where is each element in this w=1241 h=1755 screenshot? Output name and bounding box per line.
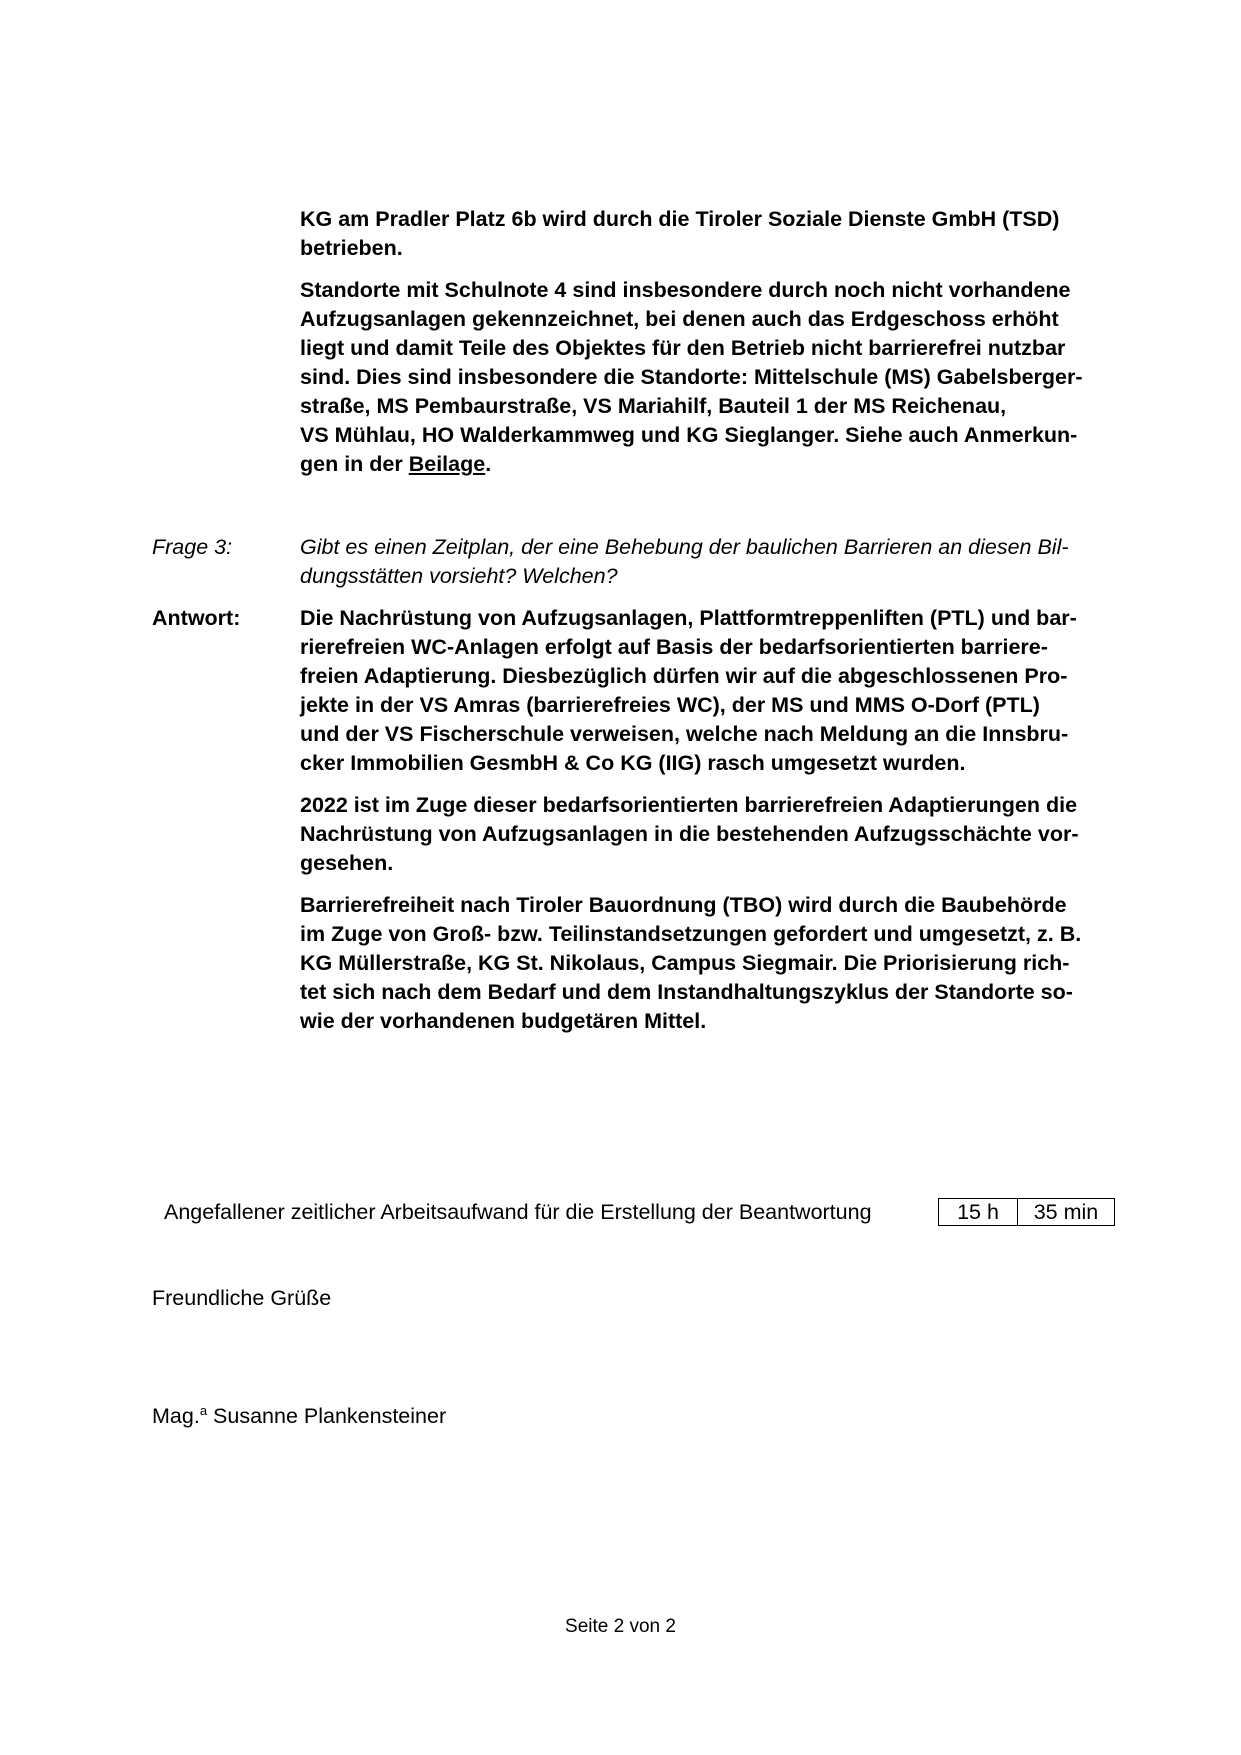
title-prefix: Mag. xyxy=(152,1404,200,1428)
closing-greeting: Freundliche Grüße xyxy=(152,1286,332,1310)
effort-label: Angefallener zeitlicher Arbeitsaufwand für die Erstellung der Beantwortung xyxy=(164,1200,872,1224)
question-label: Frage 3: xyxy=(152,535,233,559)
intro-section xyxy=(300,205,1140,479)
person-name: Susanne Plankensteiner xyxy=(213,1404,447,1428)
effort-hours: 15 h xyxy=(939,1199,1018,1225)
answer-section xyxy=(300,604,1140,1036)
intro-paragraph-1: KG am Pradler Platz 6b wird durch die Tiroler Soziale Dienste GmbH (TSD) betrieben. xyxy=(300,207,1060,260)
answer-label: Antwort: xyxy=(152,606,241,630)
title-superscript: a xyxy=(199,1403,208,1418)
page-number: Seite 2 von 2 xyxy=(565,1616,676,1637)
question-paragraph: Gibt es einen Zeitplan, der eine Behebung der baulichen Barrieren an diesen Bil- dungsstätten vorsieht? Welchen? xyxy=(300,535,1069,588)
answer-paragraph-1: Die Nachrüstung von Aufzugsanlagen, Plattformtreppenliften (PTL) und bar- rierefreien WC-Anlagen erfolgt auf Basis der bedarfsorientierten barriere- freien Adaptierung. Diesbezüglich dürfen wir auf die abgeschlossenen Pro- jekte in der VS Amras (barrierefreies WC), der MS und MMS O-Dorf (PTL) und der VS Fischerschule verweisen, welche nach Meldung an die Innsbru- cker Immobilien GesmbH & Co KG (IIG) rasch umgesetzt wurden. xyxy=(300,606,1077,775)
beilage-link[interactable]: Beilage xyxy=(408,452,486,476)
signature-name xyxy=(152,1396,446,1431)
intro-paragraph-2-end: . xyxy=(485,452,492,476)
intro-paragraph-2-text: Standorte mit Schulnote 4 sind insbesondere durch noch nicht vorhandene Aufzugsanlagen gekennzeichnet, bei denen auch das Erdgeschoss erhöht liegt und damit Teile des Objektes für den Betrieb nicht barrierefrei nutzbar sind. Dies sind insbesondere die Standorte: Mittelschule (MS) Gabelsberger- straße, MS Pembaurstraße, VS Mariahilf, Bauteil 1 der MS Reichenau, VS Mühlau, HO Walderkammweg und KG Sieglanger. Siehe auch Anmerkun- gen in der xyxy=(300,278,1083,476)
answer-paragraph-3: Barrierefreiheit nach Tiroler Bauordnung (TBO) wird durch die Baubehörde im Zuge von Groß- bzw. Teilinstandsetzungen gefordert und umgesetzt, z. B. KG Müllerstraße, KG St. Nikolaus, Campus Siegmair. Die Priorisierung rich- tet sich nach dem Bedarf und dem Instandhaltungszyklus der Standorte so- wie der vorhandenen budgetären Mittel. xyxy=(300,893,1082,1033)
answer-paragraph-2: 2022 ist im Zuge dieser bedarfsorientierten barrierefreien Adaptierungen die Nachrüstung von Aufzugsanlagen in die bestehenden Aufzugsschächte vor- gesehen. xyxy=(300,793,1079,875)
effort-minutes: 35 min xyxy=(1033,1200,1099,1224)
intro-paragraph-2 xyxy=(300,276,1140,479)
effort-table xyxy=(938,1198,1115,1226)
question-text xyxy=(300,533,1140,591)
